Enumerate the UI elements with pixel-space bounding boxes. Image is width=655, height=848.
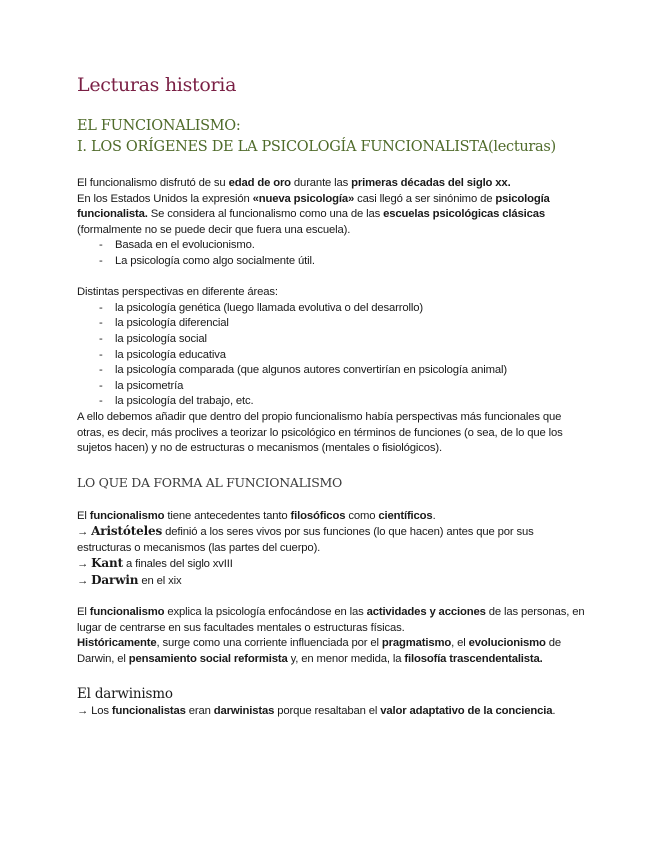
arrow-icon: →	[77, 704, 92, 717]
perspectives-list	[77, 301, 585, 410]
intro-paragraph-2: En los Estados Unidos la expresión «nueva psicología» casi llegó a ser sinónimo de psicología funcionalista. Se considera al funcionalismo como una de las escuelas psicológicas clásicas (formalmente no se puede decir que fuera una escuela).	[77, 192, 550, 236]
explica-paragraph: El funcionalismo explica la psicología enfocándose en las actividades y acciones de las personas, en lugar de centrarse en sus facultades mentales o estructuras físicas.	[77, 606, 585, 634]
perspectives-lead: Distintas perspectivas en diferente áreas:	[77, 286, 278, 299]
heading-line-2: I. LOS ORÍGENES DE LA PSICOLOGÍA FUNCIONALISTA(lecturas)	[77, 139, 556, 155]
intro-list	[77, 238, 585, 269]
arrow-icon: →	[77, 575, 92, 588]
list-item: - la psicología genética (luego llamada evolutiva o del desarrollo)	[93, 301, 585, 317]
kant-line: → Kant a finales del siglo xvIII	[77, 556, 233, 571]
aristoteles-line: → Aristóteles definió a los seres vivos por sus funciones (lo que hacen) antes que por sus estructuras o mecanismos (las partes del cuerpo).	[77, 524, 534, 554]
list-item: - la psicometría	[93, 379, 585, 395]
list-item: - la psicología comparada (que algunos autores convertirían en psicología animal)	[93, 363, 585, 379]
intro-paragraph-1: El funcionalismo disfrutó de su edad de oro durante las primeras décadas del siglo xx.	[77, 177, 511, 189]
list-item: - la psicología educativa	[93, 348, 585, 364]
perspectives-closing: A ello debemos añadir que dentro del propio funcionalismo había perspectivas más funcionales que otras, es decir, más proclives a teorizar lo psicológico en términos de funciones (o sea, de lo que los sujetos hacen) y no de estructuras o mecanismos (mentales o fisiológicos).	[77, 410, 563, 455]
historicamente-paragraph: Históricamente, surge como una corriente influenciada por el pragmatismo, el evolucionismo de Darwin, el pensamiento social reformista y, en menor medida, la filosofía trascendentalista.	[77, 637, 562, 666]
list-item: - la psicología social	[93, 332, 585, 348]
arrow-icon: →	[77, 558, 92, 571]
list-item: - la psicología diferencial	[93, 316, 585, 332]
arrow-icon: →	[77, 526, 92, 539]
darwin-line: → Darwin en el xix	[77, 573, 182, 588]
heading-line-1: EL FUNCIONALISMO:	[77, 118, 241, 134]
document-title: Lecturas historia	[77, 74, 237, 96]
antecedentes-paragraph: El funcionalismo tiene antecedentes tanto filosóficos como científicos.	[77, 509, 436, 522]
section-heading-funcionalismo	[77, 116, 585, 158]
section-heading-forma: LO QUE DA FORMA AL FUNCIONALISMO	[77, 474, 342, 490]
list-item: - La psicología como algo socialmente útil.	[93, 254, 585, 270]
list-item: - Basada en el evolucionismo.	[93, 238, 585, 254]
darwinismo-paragraph: → Los funcionalistas eran darwinistas porque resaltaban el valor adaptativo de la conciencia.	[77, 704, 556, 717]
list-item: - la psicología del trabajo, etc.	[93, 394, 585, 410]
section-heading-darwinismo: El darwinismo	[77, 685, 173, 702]
